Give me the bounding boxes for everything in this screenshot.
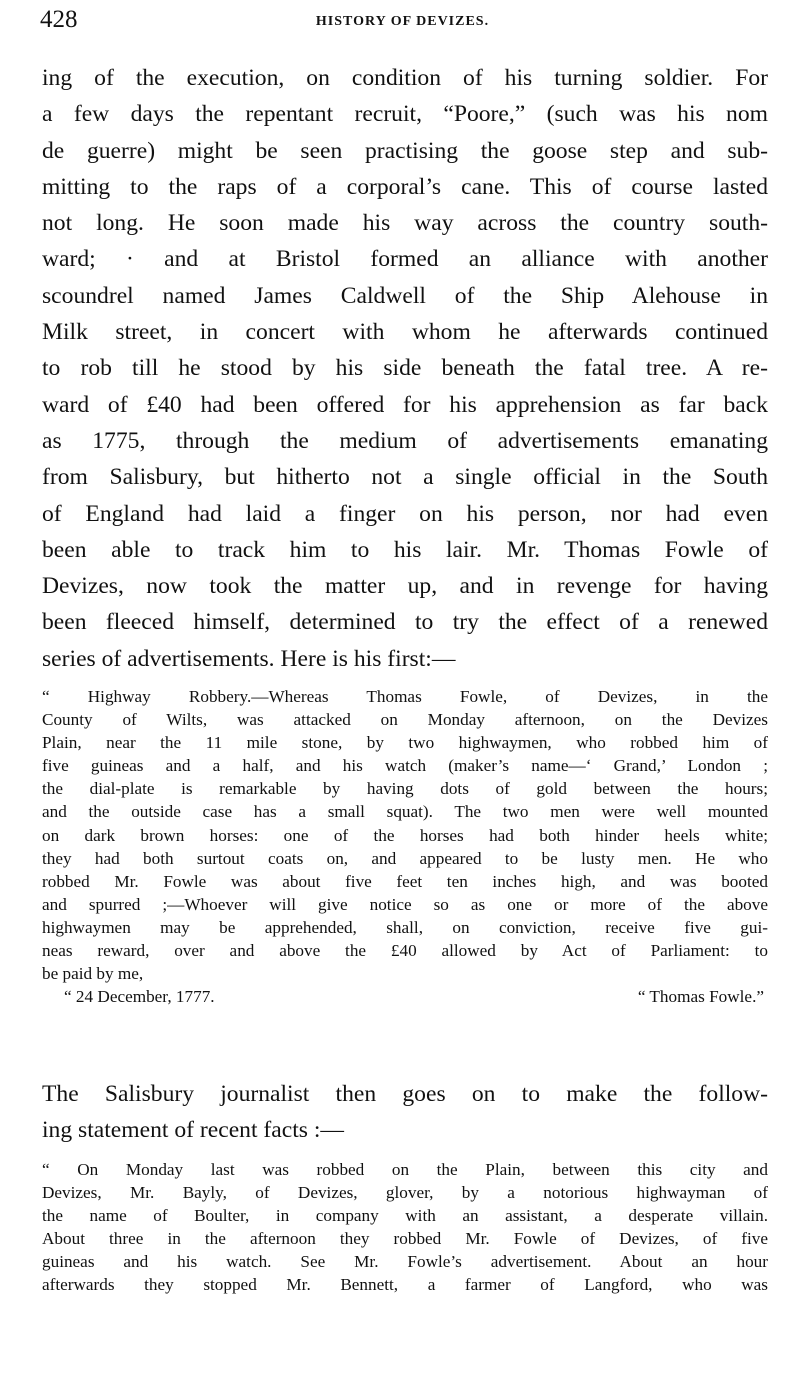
page-number: 428 (40, 6, 78, 33)
quote-line: highwaymen may be apprehended, shall, on conviction, receive five gui- (42, 917, 768, 937)
quote-line: afterwards they stopped Mr. Bennett, a farmer of Langford, who was (42, 1275, 768, 1295)
running-title: HISTORY OF DEVIZES. (315, 14, 490, 29)
quote-line: and spurred ;—Whoever will give notice so as one or more of the above (42, 894, 768, 914)
quote-line: five guineas and a half, and his watch (maker’s name—‘ Grand,’ London ; (42, 756, 768, 776)
quote-line: they had both surtout coats on, and appeared to be lusty men. He who (42, 848, 768, 868)
text-line: been fleeced himself, determined to try the effect of a renewed (42, 609, 768, 636)
advertisement-signature: “ Thomas Fowle.” (637, 987, 764, 1007)
quote-line: be paid by me, (42, 964, 144, 984)
text-line: of England had laid a finger on his person, nor had even (42, 500, 768, 527)
text-line: ing of the execution, on condition of his turning soldier. For (42, 65, 768, 91)
text-line: scoundrel named James Caldwell of the Ship Alehouse in (42, 282, 768, 309)
quote-line: guineas and his watch. See Mr. Fowle’s advertisement. About an hour (42, 1252, 768, 1272)
quote-line: on dark brown horses: one of the horses had both hinder heels white; (42, 825, 768, 845)
text-line: mitting to the raps of a corporal’s cane. This of course lasted (42, 173, 768, 200)
text-line: Milk street, in concert with whom he afterwards continued (42, 319, 768, 346)
quote-line: “ On Monday last was robbed on the Plain, between this city and (42, 1160, 768, 1179)
quote-line: and the outside case has a small squat). The two men were well mounted (42, 802, 768, 822)
signature-line (42, 985, 768, 1008)
quote-line: “ Highway Robbery.—Whereas Thomas Fowle, of Devizes, in the (42, 687, 768, 706)
advertisement-quote (42, 685, 768, 1008)
quote-line: About three in the afternoon they robbed Mr. Fowle of Devizes, of five (42, 1229, 768, 1249)
text-line: ward; · and at Bristol formed an alliance with another (42, 246, 768, 273)
quote-line: the name of Boulter, in company with an assistant, a desperate villain. (42, 1206, 768, 1226)
text-line: as 1775, through the medium of advertisements emanating (42, 427, 768, 454)
text-line: not long. He soon made his way across the country south- (42, 210, 768, 237)
text-line: series of advertisements. Here is his first:— (42, 645, 456, 672)
text-line: been able to track him to his lair. Mr. Thomas Fowle of (42, 536, 768, 563)
quote-line: Plain, near the 11 mile stone, by two highwaymen, who robbed him of (42, 733, 768, 753)
text-line: from Salisbury, but hitherto not a single official in the South (42, 464, 768, 491)
advertisement-date: “ 24 December, 1777. (64, 987, 215, 1007)
quote-line: the dial-plate is remarkable by having dots of gold between the hours; (42, 779, 768, 799)
text-line: ward of £40 had been offered for his apprehension as far back (42, 391, 768, 418)
text-line: Devizes, now took the matter up, and in revenge for having (42, 573, 768, 600)
text-line: de guerre) might be seen practising the goose step and sub- (42, 137, 768, 164)
quote-line: neas reward, over and above the £40 allowed by Act of Parliament: to (42, 941, 768, 961)
quote-line: County of Wilts, was attacked on Monday afternoon, on the Devizes (42, 710, 768, 730)
text-line: The Salisbury journalist then goes on to make the follow- (42, 1081, 768, 1107)
text-line: a few days the repentant recruit, “Poore,” (such was his nom (42, 101, 768, 128)
paragraph-2 (42, 1076, 768, 1149)
page-header (40, 6, 765, 38)
journalist-quote (42, 1158, 768, 1297)
paragraph-1 (42, 60, 768, 677)
quote-line: robbed Mr. Fowle was about five feet ten inches high, and was booted (42, 871, 768, 891)
quote-line: Devizes, Mr. Bayly, of Devizes, glover, by a notorious highwayman of (42, 1183, 768, 1203)
text-line: ing statement of recent facts :— (42, 1117, 345, 1144)
text-line: to rob till he stood by his side beneath the fatal tree. A re- (42, 355, 768, 382)
